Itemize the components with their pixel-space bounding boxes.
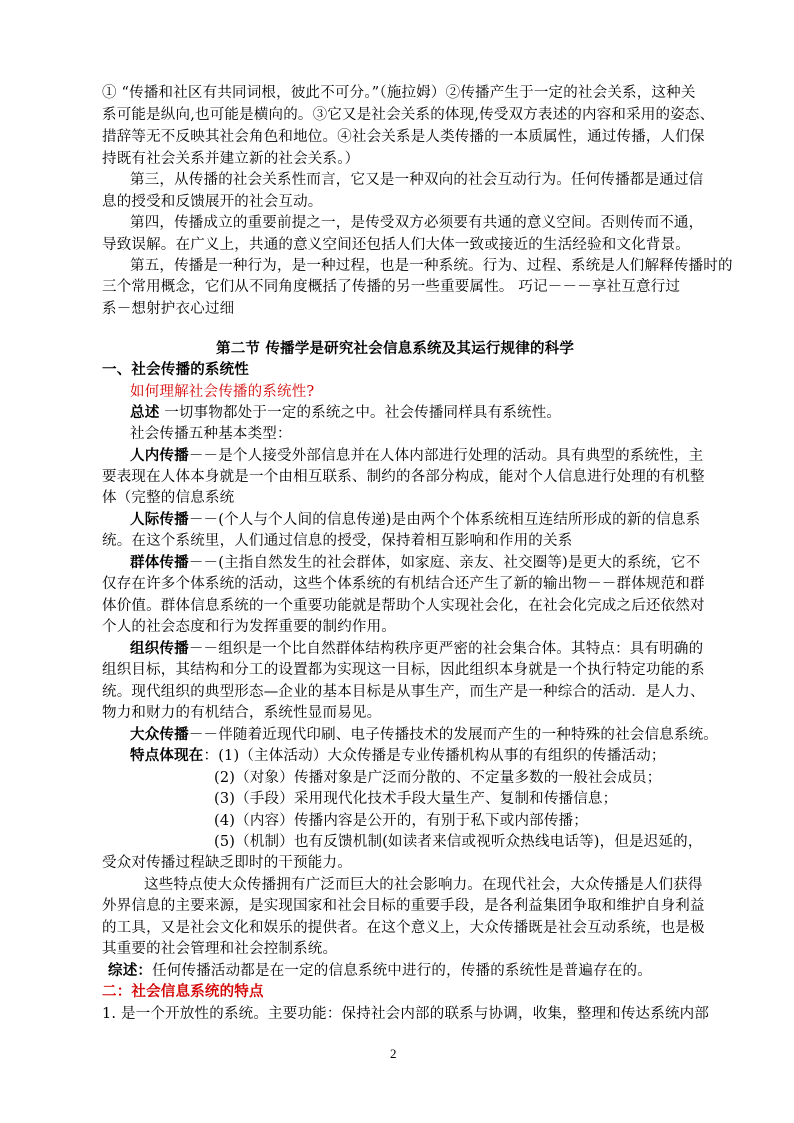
- text-line: [102, 939, 337, 959]
- text-run: 人内传播: [130, 447, 189, 464]
- text-run: 要表现在人体本身就是一个由相互联系、制约的各部分构成，能对个人信息进行处理的有机整: [102, 469, 705, 485]
- text-run: 1. 是一个开放性的系统。主要功能：保持社会内部的联系与协调，收集，整理和传达系统内部: [102, 1006, 710, 1022]
- text-line: [102, 299, 234, 319]
- text-line: [102, 360, 249, 380]
- text-line: [130, 170, 703, 190]
- text-run: 组织传播: [130, 640, 189, 657]
- text-run: －－是个人接受外部信息并在人体内部进行处理的活动。具有典型的系统性，主: [188, 448, 704, 464]
- text-run: (4)（内容）传播内容是公开的，有别于私下或内部传播；: [214, 813, 588, 829]
- text-line: [130, 639, 703, 659]
- text-line: [130, 213, 703, 233]
- text-run: －－(主指自然发生的社会群体，如家庭、亲友、社交圈等)是更大的系统，它不: [188, 555, 701, 571]
- text-line: [102, 277, 680, 297]
- text-run: 体价值。群体信息系统的一个重要功能就是帮助个人实现社会化，在社会化完成之后还依然对: [102, 598, 705, 614]
- text-line: [214, 789, 617, 809]
- text-run: －－(个人与个人间的信息传递)是由两个个体系统相互连结所形成的新的信息系: [188, 512, 701, 528]
- text-run: 群体传播: [130, 554, 189, 571]
- text-line: [214, 832, 703, 852]
- text-line: [102, 703, 381, 723]
- text-run: 外界信息的主要来源，是实现国家和社会目标的重要手段，是各利益集团争取和维护自身利益: [102, 898, 705, 914]
- text-run: －－组织是一个比自然群体结构秩序更严密的社会集合体。其特点：具有明确的: [188, 641, 704, 657]
- text-run: 统。在这个系统里，人们通过信息的授受，保持着相互影响和作用的关系: [102, 533, 573, 549]
- text-run: (5)（机制）也有反馈机制(如读者来信或视听众热线电话等)，但是迟延的，: [214, 834, 703, 850]
- text-run: 的工具，又是社会文化和娱乐的提供者。在这个意义上，大众传播既是社会互动系统，也是极: [102, 920, 705, 936]
- text-run: 系－想射护衣心过细: [102, 301, 235, 317]
- text-line: [102, 918, 705, 938]
- text-line: [102, 617, 396, 637]
- text-line: [130, 510, 700, 530]
- text-line: [102, 596, 705, 616]
- text-run: 任何传播活动都是在一定的信息系统中进行的，传播的系统性是普遍存在的。: [152, 963, 652, 979]
- text-run: 措辞等无不反映其社会角色和地位。④社会关系是人类传播的一本质属性，通过传播，人们保: [102, 129, 705, 145]
- text-run: 一、社会传播的系统性: [102, 362, 249, 378]
- text-run: 人际传播: [130, 511, 189, 528]
- text-line: [102, 682, 705, 702]
- text-line: [102, 853, 352, 873]
- text-run: 其重要的社会管理和社会控制系统。: [102, 941, 338, 957]
- text-line: [102, 149, 359, 169]
- text-line: [102, 105, 714, 125]
- text-run: 仅存在许多个体系统的活动，这些个体系统的有机结合还产生了新的输出物－－群体规范和群: [102, 576, 705, 592]
- text-run: 这些特点使大众传播拥有广泛而巨大的社会影响力。在现代社会，大众传播是人们获得: [144, 877, 703, 893]
- text-line: [102, 1004, 709, 1024]
- text-line: [130, 725, 718, 745]
- text-line: [214, 768, 661, 788]
- text-run: ：(1)（主体活动）大众传播是专业传播机构从事的有组织的传播活动；: [203, 748, 666, 764]
- text-run: 大众传播: [130, 726, 189, 743]
- text-run: 系可能是纵向,也可能是横向的。③它又是社会关系的体现,传受双方表述的内容和采用的姿态、: [102, 107, 715, 123]
- text-run: 第五，传播是一种行为，是一种过程，也是一种系统。行为、过程、系统是人们解释传播时的: [130, 258, 733, 274]
- text-run: －－伴随着近现代印刷、电子传播技术的发展而产生的一种特殊的社会信息系统。: [188, 727, 719, 743]
- text-run: 特点体现在: [130, 747, 204, 764]
- text-run: 持既有社会关系并建立新的社会关系。）: [102, 151, 360, 167]
- text-run: 第三，从传播的社会关系性而言，它又是一种双向的社会互动行为。任何传播都是通过信: [130, 172, 704, 188]
- text-run: 三个常用概念，它们从不同角度概括了传播的另一些重要属性。 巧记－－－享社互意行过: [102, 279, 681, 295]
- text-run: 导致误解。在广义上，共通的意义空间还包括人们大体一致或接近的生活经验和文化背景。: [102, 237, 690, 253]
- text-line: [130, 424, 292, 444]
- text-run: 一切事物都处于一定的系统之中。社会传播同样具有系统性。: [159, 405, 562, 421]
- text-run: 社会传播五种基本类型：: [130, 426, 292, 442]
- text-line: [144, 875, 703, 895]
- text-run: 统。现代组织的典型形态—企业的基本目标是从事生产，而生产是一种综合的活动．是人力、: [102, 684, 705, 700]
- text-run: 第二节 传播学是研究社会信息系统及其运行规律的科学: [216, 341, 575, 357]
- text-line: [102, 467, 705, 487]
- text-line: [102, 982, 264, 1002]
- text-line: [216, 339, 574, 359]
- text-line: [102, 235, 690, 255]
- text-run: (2)（对象）传播对象是广泛而分散的、不定量多数的一般社会成员；: [214, 770, 662, 786]
- text-line: [102, 192, 323, 212]
- text-run: 综述：: [108, 962, 153, 979]
- text-line: [102, 127, 705, 147]
- text-run: 二：社会信息系统的特点: [102, 984, 264, 1000]
- text-line: [130, 256, 733, 276]
- text-run: 物力和财力的有机结合，系统性显而易见。: [102, 705, 382, 721]
- text-line: [130, 553, 700, 573]
- text-line: [102, 896, 705, 916]
- text-run: 总述: [130, 404, 160, 421]
- text-run: 如何理解社会传播的系统性?: [130, 384, 315, 400]
- text-line: [102, 660, 705, 680]
- text-run: 体（完整的信息系统: [102, 490, 235, 506]
- text-line: [102, 83, 696, 103]
- text-run: 受众对传播过程缺乏即时的干预能力。: [102, 855, 352, 871]
- text-run: ① “传播和社区有共同词根，彼此不可分。”（施拉姆）②传播产生于一定的社会关系，这种关: [102, 85, 696, 101]
- text-run: 个人的社会态度和行为发挥重要的制约作用。: [102, 619, 396, 635]
- text-run: (3)（手段）采用现代化技术手段大量生产、复制和传播信息；: [214, 791, 618, 807]
- text-line: [214, 811, 588, 831]
- text-line: [130, 446, 703, 466]
- page-number: 2: [390, 1046, 397, 1061]
- text-line: [102, 574, 705, 594]
- text-line: [130, 746, 666, 766]
- text-line: [102, 488, 234, 508]
- text-line: [102, 531, 572, 551]
- text-run: 第四，传播成立的重要前提之一，是传受双方必须要有共通的意义空间。否则传而不通，: [130, 215, 704, 231]
- text-run: 息的授受和反馈展开的社会互动。: [102, 194, 323, 210]
- text-line: [130, 382, 314, 402]
- text-line: [108, 961, 652, 981]
- text-line: [130, 403, 561, 423]
- text-run: 组织目标，其结构和分工的设置都为实现这一目标，因此组织本身就是一个执行特定功能的系: [102, 662, 705, 678]
